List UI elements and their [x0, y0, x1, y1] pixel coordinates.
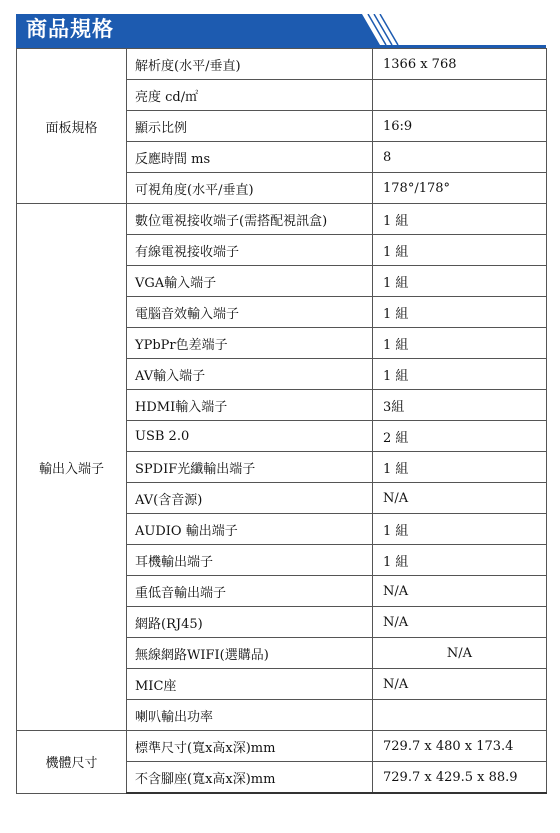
- spec-label: 重低音輸出端子: [127, 576, 373, 607]
- section-title: 商品規格: [26, 17, 114, 41]
- spec-value: 8: [373, 142, 547, 173]
- table-row: [17, 731, 547, 762]
- spec-label: AUDIO 輸出端子: [127, 514, 373, 545]
- spec-label: 數位電視接收端子(需搭配視訊盒): [127, 204, 373, 235]
- spec-label: 耳機輸出端子: [127, 545, 373, 576]
- spec-label: 可視角度(水平/垂直): [127, 173, 373, 204]
- spec-value: N/A: [373, 483, 547, 514]
- table-row: [17, 204, 547, 235]
- spec-label: YPbPr色差端子: [127, 328, 373, 359]
- spec-label: 不含腳座(寬x高x深)mm: [127, 762, 373, 794]
- spec-value: 1 組: [373, 297, 547, 328]
- spec-label: VGA輸入端子: [127, 266, 373, 297]
- group-label-io: 輸出入端子: [17, 204, 127, 731]
- spec-value: 16:9: [373, 111, 547, 142]
- spec-value: 1 組: [373, 452, 547, 483]
- spec-value: 1 組: [373, 266, 547, 297]
- spec-label: 喇叭輸出功率: [127, 700, 373, 731]
- spec-label: 反應時間 ms: [127, 142, 373, 173]
- spec-value: 1 組: [373, 545, 547, 576]
- spec-label: USB 2.0: [127, 421, 373, 452]
- spec-value: 1 組: [373, 514, 547, 545]
- spec-value: 1 組: [373, 359, 547, 390]
- spec-value: 729.7 x 480 x 173.4: [373, 731, 547, 762]
- spec-value: 1 組: [373, 328, 547, 359]
- table-row: [17, 49, 547, 80]
- section-header: [16, 14, 546, 48]
- group-label-panel: 面板規格: [17, 49, 127, 204]
- spec-table: [16, 48, 547, 794]
- spec-value: N/A: [373, 607, 547, 638]
- spec-label: SPDIF光纖輸出端子: [127, 452, 373, 483]
- group-label-size: 機體尺寸: [17, 731, 127, 794]
- spec-value: N/A: [373, 638, 547, 669]
- spec-label: MIC座: [127, 669, 373, 700]
- spec-value: 729.7 x 429.5 x 88.9: [373, 762, 547, 794]
- spec-label: 電腦音效輸入端子: [127, 297, 373, 328]
- spec-label: HDMI輸入端子: [127, 390, 373, 421]
- spec-value: 178°/178°: [373, 173, 547, 204]
- spec-value: 2 組: [373, 421, 547, 452]
- spec-label: 亮度 cd/㎡: [127, 80, 373, 111]
- spec-value: [373, 700, 547, 731]
- spec-label: AV輸入端子: [127, 359, 373, 390]
- spec-label: 標準尺寸(寬x高x深)mm: [127, 731, 373, 762]
- spec-label: 網路(RJ45): [127, 607, 373, 638]
- spec-value: N/A: [373, 576, 547, 607]
- spec-label: 解析度(水平/垂直): [127, 49, 373, 80]
- spec-label: 有線電視接收端子: [127, 235, 373, 266]
- spec-value: 1 組: [373, 235, 547, 266]
- spec-value: [373, 80, 547, 111]
- spec-value: N/A: [373, 669, 547, 700]
- spec-label: 顯示比例: [127, 111, 373, 142]
- spec-value: 1366 x 768: [373, 49, 547, 80]
- spec-value: 1 組: [373, 204, 547, 235]
- spec-label: 無線網路WIFI(選購品): [127, 638, 373, 669]
- header-stripes-decoration: [346, 14, 426, 48]
- spec-label: AV(含音源): [127, 483, 373, 514]
- spec-value: 3組: [373, 390, 547, 421]
